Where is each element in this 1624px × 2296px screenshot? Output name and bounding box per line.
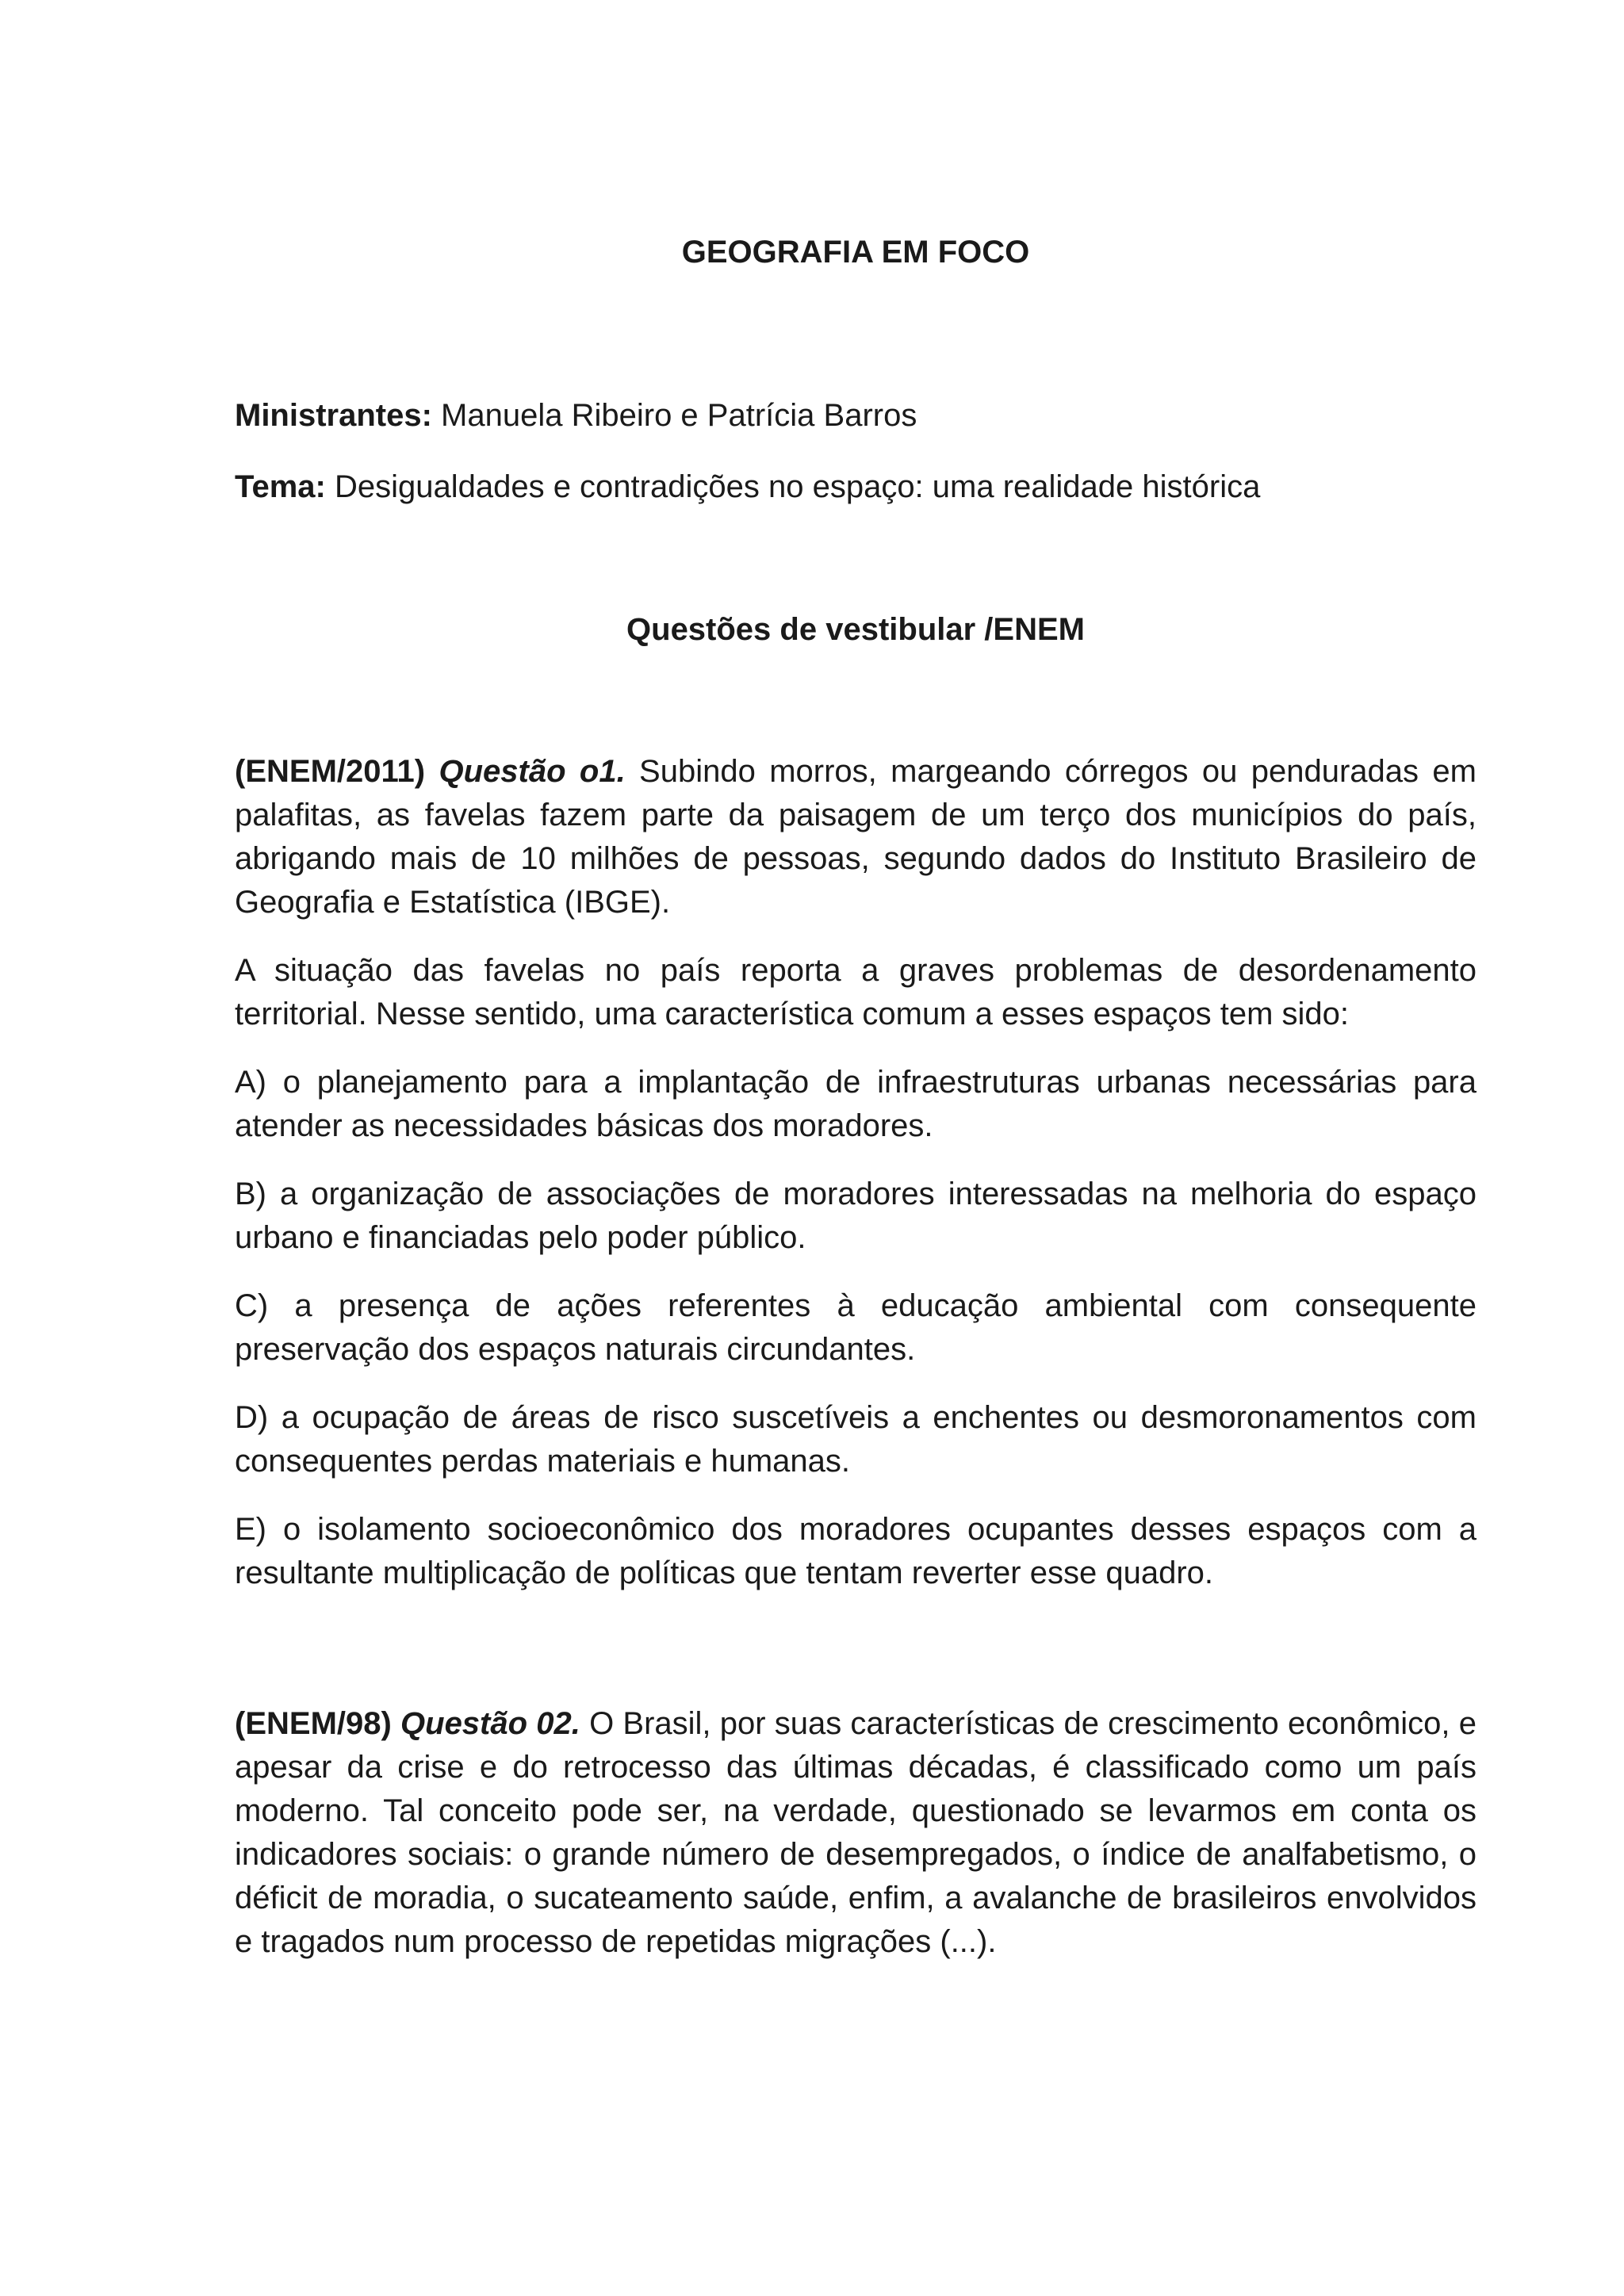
question-1-option-e: E) o isolamento socioeconômico dos moradores ocupantes desses espaços com a resultante multiplicação de políticas que tentam reverter esse quadro. xyxy=(235,1512,1477,1590)
ministrantes-label: Ministrantes: xyxy=(235,398,432,433)
tema-value: Desigualdades e contradições no espaço: uma realidade histórica xyxy=(325,469,1261,504)
question-1-label: Questão o1. xyxy=(439,754,626,789)
question-1-option-d: D) a ocupação de áreas de risco suscetíveis a enchentes ou desmoronamentos com consequentes perdas materiais e humanas. xyxy=(235,1400,1477,1479)
question-1-text: Subindo morros, margeando córregos ou penduradas em palafitas, as favelas fazem parte da paisagem de um terço dos municípios do país, abrigando mais de 10 milhões de pessoas, segundo dados do Instituto Brasileiro de Geografia e Estatística (IBGE). xyxy=(235,754,1477,920)
ministrantes-line xyxy=(235,393,1477,438)
tema-label: Tema: xyxy=(235,469,326,504)
question-1-source: (ENEM/2011) xyxy=(235,754,426,789)
question-2-label: Questão 02. xyxy=(400,1706,580,1741)
document-title: GEOGRAFIA EM FOCO xyxy=(681,235,1030,270)
question-1-context: A situação das favelas no país reporta a graves problemas de desordenamento territorial. Nesse sentido, uma característica comum a esses espaços tem sido: xyxy=(235,953,1477,1031)
question-1-option-c: C) a presença de ações referentes à educação ambiental com consequente preservação dos espaços naturais circundantes. xyxy=(235,1288,1477,1367)
question-2-statement xyxy=(235,1702,1477,1964)
question-2-source: (ENEM/98) xyxy=(235,1706,392,1741)
document-body xyxy=(235,230,1477,1964)
question-2-text: O Brasil, por suas características de crescimento econômico, e apesar da crise e do retrocesso das últimas décadas, é classificado como um país moderno. Tal conceito pode ser, na verdade, questionado se levarmos em conta os indicadores sociais: o grande número de desempregados, o índice de analfabetismo, o déficit de moradia, o sucateamento saúde, enfim, a avalanche de brasileiros envolvidos e tragados num processo de repetidas migrações (...). xyxy=(235,1706,1477,1959)
question-1-option-b: B) a organização de associações de moradores interessadas na melhoria do espaço urbano e financiadas pelo poder público. xyxy=(235,1177,1477,1255)
question-1-statement xyxy=(235,750,1477,924)
ministrantes-value: Manuela Ribeiro e Patrícia Barros xyxy=(431,398,917,433)
question-1-option-a: A) o planejamento para a implantação de infraestruturas urbanas necessárias para atender as necessidades básicas dos moradores. xyxy=(235,1065,1477,1143)
tema-line xyxy=(235,465,1477,509)
section-title: Questões de vestibular /ENEM xyxy=(626,612,1085,647)
